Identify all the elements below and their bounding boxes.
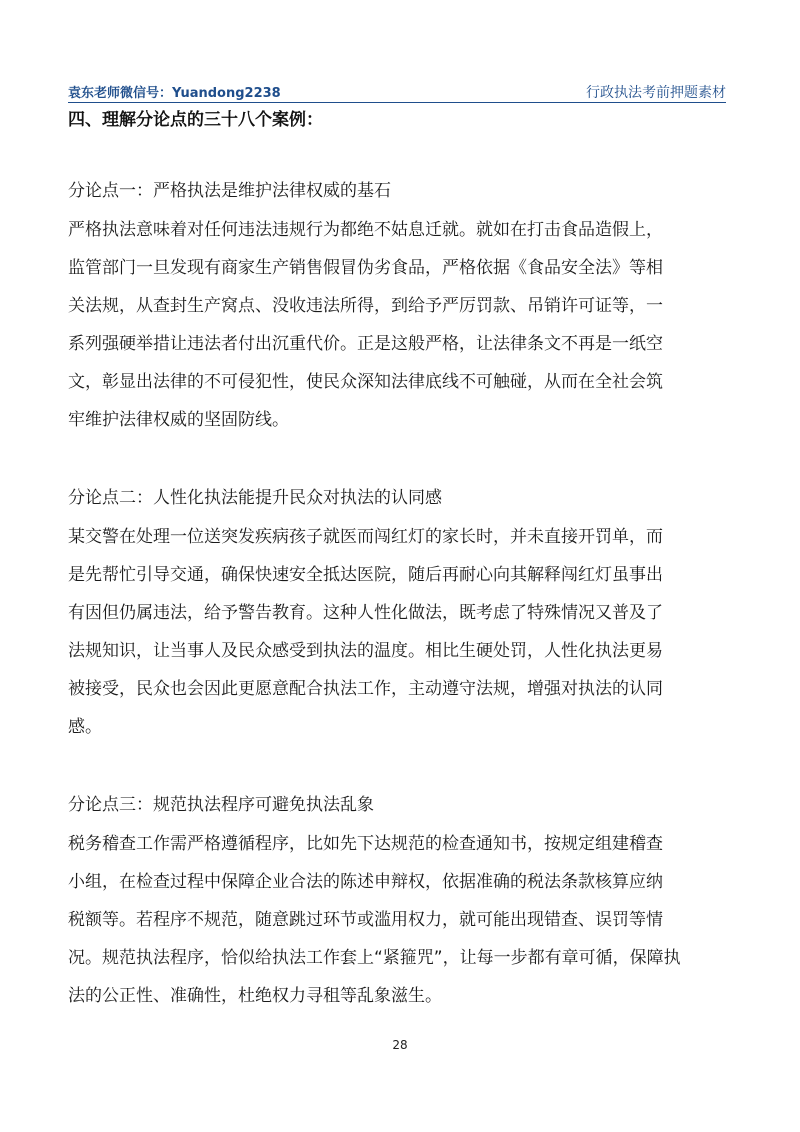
case-body bbox=[68, 825, 730, 1015]
case-body bbox=[68, 211, 730, 439]
body-line: 系列强硬举措让违法者付出沉重代价。正是这般严格，让法律条文不再是一纸空 bbox=[68, 334, 663, 354]
document-content bbox=[68, 108, 730, 1015]
page-header bbox=[68, 80, 726, 103]
section-title: 四、理解分论点的三十八个案例： bbox=[68, 110, 323, 130]
body-line: 关法规，从查封生产窝点、没收违法所得，到给予严厉罚款、吊销许可证等，一 bbox=[68, 296, 663, 316]
case-title: 分论点二：人性化执法能提升民众对执法的认同感 bbox=[68, 488, 442, 508]
body-line: 小组，在检查过程中保障企业合法的陈述申辩权，依据准确的税法条款核算应纳 bbox=[68, 872, 663, 892]
case-title: 分论点一：严格执法是维护法律权威的基石 bbox=[68, 181, 391, 201]
body-line: 感。 bbox=[68, 717, 102, 737]
body-line: 被接受，民众也会因此更愿意配合执法工作，主动遵守法规，增强对执法的认同 bbox=[68, 679, 663, 699]
header-wechat-contact: 袁东老师微信号：Yuandong2238 bbox=[68, 86, 281, 101]
body-line: 文，彰显出法律的不可侵犯性，使民众深知法律底线不可触碰，从而在全社会筑 bbox=[68, 372, 663, 392]
case-1 bbox=[68, 179, 730, 439]
body-line: 税额等。若程序不规范，随意跳过环节或滥用权力，就可能出现错查、误罚等情 bbox=[68, 910, 663, 930]
body-line: 牢维护法律权威的坚固防线。 bbox=[68, 410, 289, 430]
case-body bbox=[68, 518, 730, 746]
body-line: 有因但仍属违法，给予警告教育。这种人性化做法，既考虑了特殊情况又普及了 bbox=[68, 603, 663, 623]
page-number: 28 bbox=[392, 1038, 408, 1052]
case-title: 分论点三：规范执法程序可避免执法乱象 bbox=[68, 795, 374, 815]
body-line: 法的公正性、准确性，杜绝权力寻租等乱象滋生。 bbox=[68, 986, 442, 1006]
case-3 bbox=[68, 793, 730, 1015]
body-line: 监管部门一旦发现有商家生产销售假冒伪劣食品，严格依据《食品安全法》等相 bbox=[68, 258, 663, 278]
body-line: 况。规范执法程序，恰似给执法工作套上“紧箍咒”，让每一步都有章可循，保障执 bbox=[68, 948, 681, 968]
body-line: 某交警在处理一位送突发疾病孩子就医而闯红灯的家长时，并未直接开罚单，而 bbox=[68, 527, 663, 547]
header-document-title: 行政执法考前押题素材 bbox=[586, 85, 726, 101]
body-line: 是先帮忙引导交通，确保快速安全抵达医院，随后再耐心向其解释闯红灯虽事出 bbox=[68, 565, 663, 585]
body-line: 法规知识，让当事人及民众感受到执法的温度。相比生硬处罚，人性化执法更易 bbox=[68, 641, 663, 661]
body-line: 严格执法意味着对任何违法违规行为都绝不姑息迁就。就如在打击食品造假上， bbox=[68, 220, 663, 240]
body-line: 税务稽查工作需严格遵循程序，比如先下达规范的检查通知书，按规定组建稽查 bbox=[68, 834, 663, 854]
case-2 bbox=[68, 486, 730, 746]
